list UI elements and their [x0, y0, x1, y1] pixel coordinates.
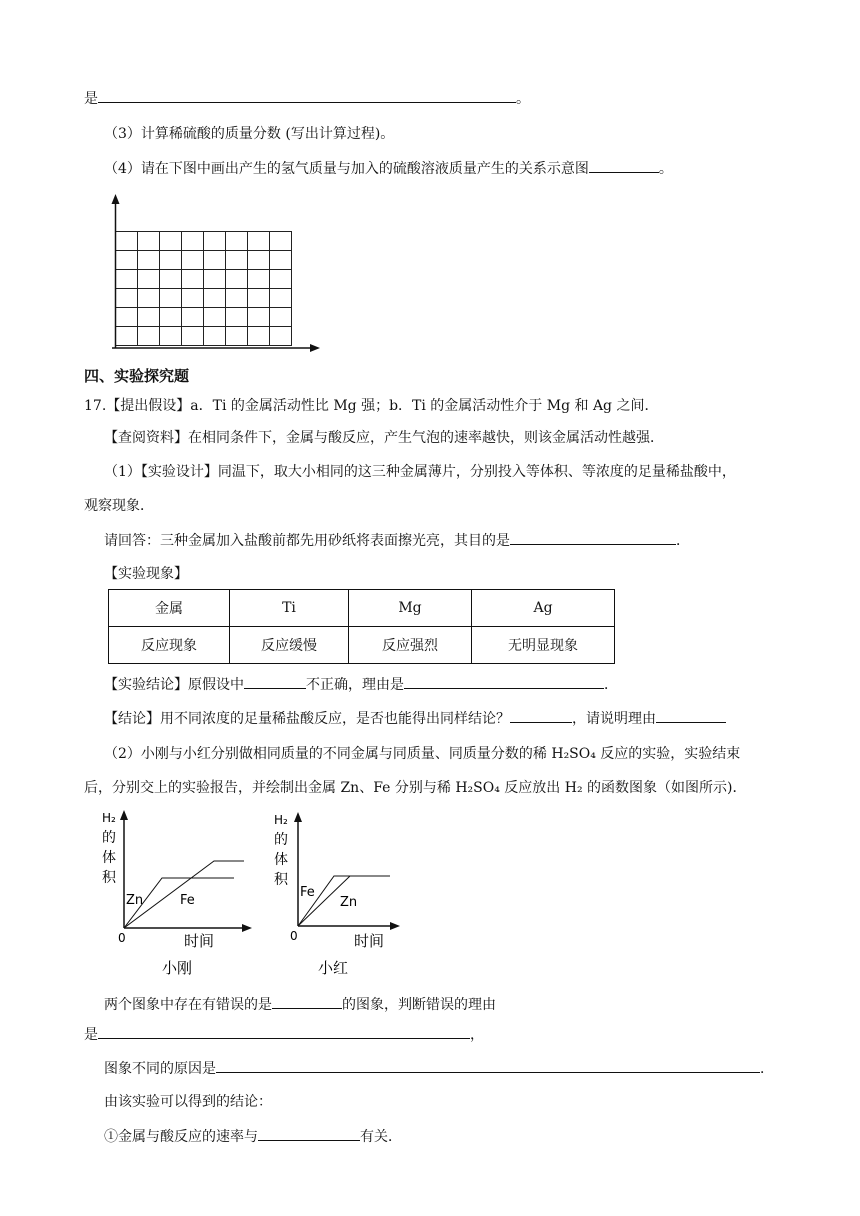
- y-axis-arrow-icon: [112, 194, 120, 204]
- wrong-text: 的图象，判断错误的理由: [342, 997, 496, 1013]
- table-row: [109, 627, 615, 664]
- series-label: Zn: [126, 893, 144, 908]
- q17-conclusion-lead: 由该实验可以得到的结论：: [104, 1094, 272, 1110]
- conclusion-text: 【实验结论】原假设中: [104, 677, 244, 693]
- x-axis-label: 时间: [184, 932, 215, 950]
- q17-wrong-graph: [104, 994, 496, 1015]
- wrong-text: 是: [84, 1027, 98, 1043]
- q17-part2-line1: （2）小刚与小红分别做相同质量的不同金属与同质量、同质量分数的稀 H₂SO₄ 反应的实验，实验结束: [104, 746, 741, 762]
- answer-line-top: [84, 88, 530, 109]
- line-prefix: 是: [84, 91, 98, 107]
- answer-blank[interactable]: [216, 1058, 760, 1073]
- series-label: Fe: [180, 893, 195, 908]
- y-axis-label-char: 体: [274, 852, 288, 868]
- y-axis-label-h2: H₂: [274, 813, 288, 827]
- origin-label: 0: [290, 929, 298, 943]
- q17-design-line1: （1）【实验设计】同温下，取大小相同的这三种金属薄片，分别投入等体积、等浓度的足量稀盐酸中，: [104, 464, 736, 480]
- series-label: Fe: [300, 885, 315, 900]
- x-axis-arrow-icon: [390, 922, 400, 930]
- table-cell: Ag: [472, 590, 615, 627]
- origin-label: 0: [118, 931, 126, 945]
- answer-blank[interactable]: [404, 674, 604, 689]
- table-cell: 金属: [109, 590, 230, 627]
- table-cell: 反应现象: [109, 627, 230, 664]
- y-axis-label-char: 积: [102, 870, 116, 886]
- graph-caption: 小刚: [162, 959, 193, 977]
- q17-conclusion: [104, 674, 618, 695]
- answer-blank[interactable]: [510, 708, 572, 723]
- part4-suffix: 。: [658, 161, 673, 177]
- answer-blank[interactable]: [510, 530, 676, 545]
- section-title: 四、实验探究题: [84, 367, 190, 385]
- grid-lines: [116, 232, 292, 346]
- conclusion-text: ，请说明理由: [572, 711, 656, 727]
- line-suffix: 。: [516, 91, 530, 107]
- conclusion-text: 有关．: [360, 1129, 402, 1145]
- observation-table: [108, 589, 615, 664]
- q17-hypothesis: 17.【提出假设】a．Ti 的金属活动性比 Mg 强；b．Ti 的金属活动性介于 Mg 和 Ag 之间．: [84, 398, 659, 414]
- grid-axes: [112, 200, 314, 348]
- graph-caption: 小红: [318, 959, 349, 977]
- x-axis-arrow-icon: [242, 924, 252, 932]
- conclusion-text: 金属与酸反应的速率与: [118, 1129, 258, 1145]
- circled-number: ①: [104, 1129, 118, 1145]
- phenomenon-title: 【实验现象】: [104, 566, 188, 582]
- table-cell: Mg: [349, 590, 472, 627]
- part4-text: （4）请在下图中画出产生的氢气质量与加入的硫酸溶液质量产生的关系示意图: [104, 161, 589, 177]
- answer-blank[interactable]: [589, 158, 659, 173]
- graph-xiaohong: [268, 806, 418, 980]
- y-axis-label-char: 体: [102, 850, 116, 866]
- y-axis-label-char: 积: [274, 872, 288, 888]
- q17-reference: 【查阅资料】在相同条件下，金属与酸反应，产生气泡的速率越快，则该金属活动性越强．: [104, 430, 664, 446]
- q17-conclusion-1: [104, 1126, 402, 1147]
- q17-conclusion2: [104, 708, 726, 729]
- y-axis-label-char: 的: [102, 830, 116, 846]
- q17-design-line2: 观察现象．: [84, 498, 154, 514]
- y-axis-label-h2: H₂: [102, 811, 116, 825]
- answer-suffix: ．: [676, 533, 690, 549]
- difference-text: 图象不同的原因是: [104, 1061, 216, 1077]
- table-cell: 反应缓慢: [230, 627, 349, 664]
- q17-answer: [104, 530, 690, 551]
- answer-blank[interactable]: [656, 708, 726, 723]
- q16-part3: （3）计算稀硫酸的质量分数 (写出计算过程)。: [104, 126, 395, 142]
- answer-blank[interactable]: [98, 88, 516, 103]
- wrong-text: 两个图象中存在有错误的是: [104, 997, 272, 1013]
- conclusion-text: 【结论】用不同浓度的足量稀盐酸反应，是否也能得出同样结论？: [104, 711, 510, 727]
- conclusion-text: 不正确，理由是: [306, 677, 404, 693]
- difference-text: ．: [760, 1061, 774, 1077]
- table-cell: Ti: [230, 590, 349, 627]
- y-axis-arrow-icon: [294, 812, 302, 822]
- q16-part4: [104, 158, 673, 179]
- q17-difference: [104, 1058, 774, 1079]
- x-axis-arrow-icon: [310, 344, 320, 352]
- q17-part2-line2: 后，分别交上的实验报告，并绘制出金属 Zn、Fe 分别与稀 H₂SO₄ 反应放出 H₂ 的函数图象（如图所示)．: [84, 780, 747, 796]
- y-axis-arrow-icon: [120, 810, 128, 820]
- wrong-text: ，: [470, 1027, 484, 1043]
- table-cell: 无明显现象: [472, 627, 615, 664]
- answer-blank[interactable]: [272, 994, 342, 1009]
- table-cell: 反应强烈: [349, 627, 472, 664]
- answer-text: 请回答：三种金属加入盐酸前都先用砂纸将表面擦光亮，其目的是: [104, 533, 510, 549]
- graph-xiaogang: [96, 806, 256, 980]
- drawing-grid[interactable]: [104, 190, 344, 360]
- answer-blank[interactable]: [98, 1024, 470, 1039]
- x-axis-label: 时间: [354, 932, 385, 950]
- conclusion-text: ．: [604, 677, 618, 693]
- answer-blank[interactable]: [258, 1126, 360, 1141]
- table-header-row: [109, 590, 615, 627]
- y-axis-label-char: 的: [274, 832, 288, 848]
- q17-wrong-reason: [84, 1024, 484, 1045]
- answer-blank[interactable]: [244, 674, 306, 689]
- series-label: Zn: [340, 895, 358, 910]
